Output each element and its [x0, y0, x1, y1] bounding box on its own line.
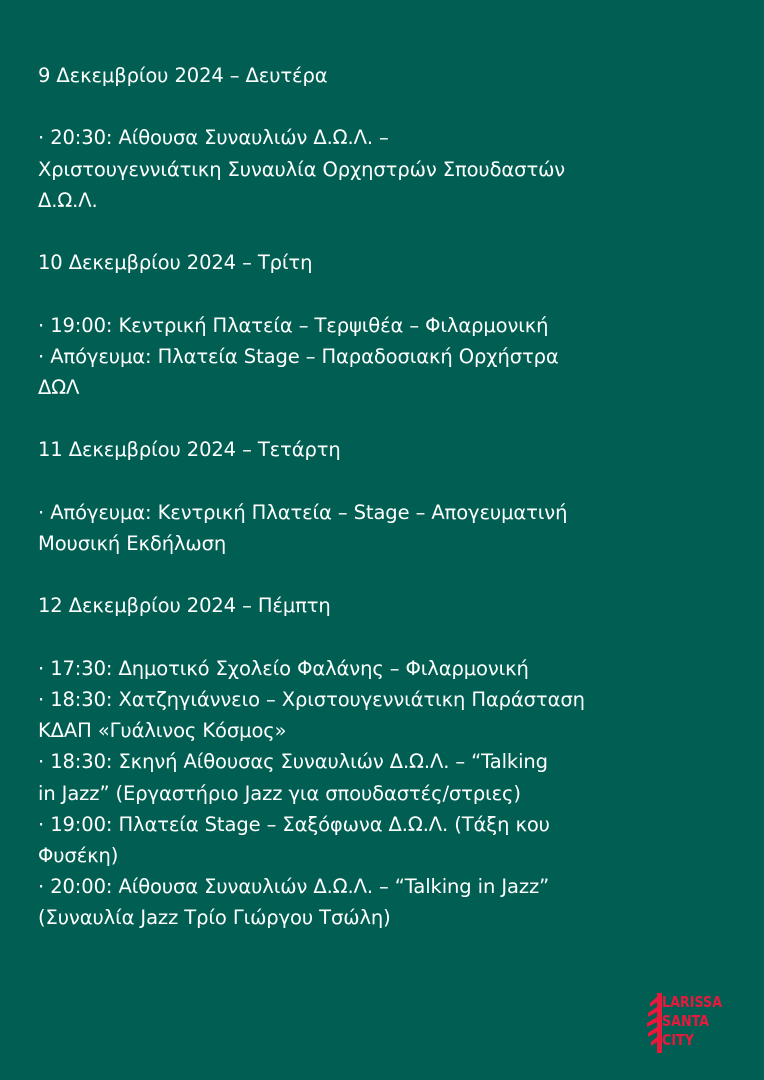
- event-line: · Απόγευμα: Πλατεία Stage – Παραδοσιακή Ορχήστρα: [38, 344, 559, 368]
- day-heading: 10 Δεκεμβρίου 2024 – Τρίτη: [38, 251, 313, 275]
- logo-text: [662, 993, 722, 1050]
- logo-line: LARISSA: [662, 993, 723, 1011]
- event-item: [38, 871, 728, 933]
- event-line: Φυσέκη): [38, 843, 119, 867]
- event-line: · 19:00: Πλατεία Stage – Σαξόφωνα Δ.Ω.Λ. (Τάξη κου: [38, 812, 550, 836]
- schedule: [38, 60, 728, 934]
- day-heading: 12 Δεκεμβρίου 2024 – Πέμπτη: [38, 594, 331, 618]
- day-section: [38, 247, 728, 434]
- event-line: · Απόγευμα: Κεντρική Πλατεία – Stage – Απογευματινή: [38, 500, 568, 524]
- event-line: · 20:30: Αίθουσα Συναυλιών Δ.Ω.Λ. –: [38, 126, 389, 150]
- day-section: [38, 590, 728, 933]
- event-line: Δ.Ω.Λ.: [38, 188, 98, 212]
- event-line: ΚΔΑΠ «Γυάλινος Κόσμος»: [38, 719, 287, 743]
- event-line: in Jazz” (Εργαστήριο Jazz για σπουδαστές/στριες): [38, 781, 521, 805]
- event-item: [38, 684, 728, 746]
- day-section: [38, 434, 728, 590]
- event-line: · 19:00: Κεντρική Πλατεία – Τερψιθέα – Φιλαρμονική: [38, 313, 549, 337]
- event-line: · 20:00: Αίθουσα Συναυλιών Δ.Ω.Λ. – “Talking in Jazz”: [38, 875, 550, 899]
- event-line: ΔΩΛ: [38, 375, 80, 399]
- day-heading: 11 Δεκεμβρίου 2024 – Τετάρτη: [38, 438, 341, 462]
- event-item: [38, 122, 728, 216]
- event-line: · 17:30: Δημοτικό Σχολείο Φαλάνης – Φιλαρμονική: [38, 656, 529, 680]
- event-item: [38, 341, 728, 403]
- event-item: [38, 746, 728, 808]
- logo-line: CITY: [662, 1031, 694, 1049]
- event-line: Μουσική Εκδήλωση: [38, 531, 227, 555]
- larissa-santa-city-logo: [647, 993, 727, 1053]
- event-line: Χριστουγεννιάτικη Συναυλία Ορχηστρών Σπουδαστών: [38, 157, 566, 181]
- event-item: [38, 809, 728, 871]
- event-line: · 18:30: Χατζηγιάννειο – Χριστουγεννιάτικη Παράσταση: [38, 687, 585, 711]
- tree-icon: [647, 993, 663, 1053]
- logo-line: SANTA: [662, 1012, 710, 1030]
- event-line: (Συναυλία Jazz Τρίο Γιώργου Τσώλη): [38, 906, 391, 930]
- day-section: [38, 60, 728, 247]
- event-line: · 18:30: Σκηνή Αίθουσας Συναυλιών Δ.Ω.Λ. – “Talking: [38, 750, 548, 774]
- event-item: [38, 310, 728, 341]
- event-item: [38, 653, 728, 684]
- day-heading: 9 Δεκεμβρίου 2024 – Δευτέρα: [38, 64, 328, 87]
- event-item: [38, 497, 728, 559]
